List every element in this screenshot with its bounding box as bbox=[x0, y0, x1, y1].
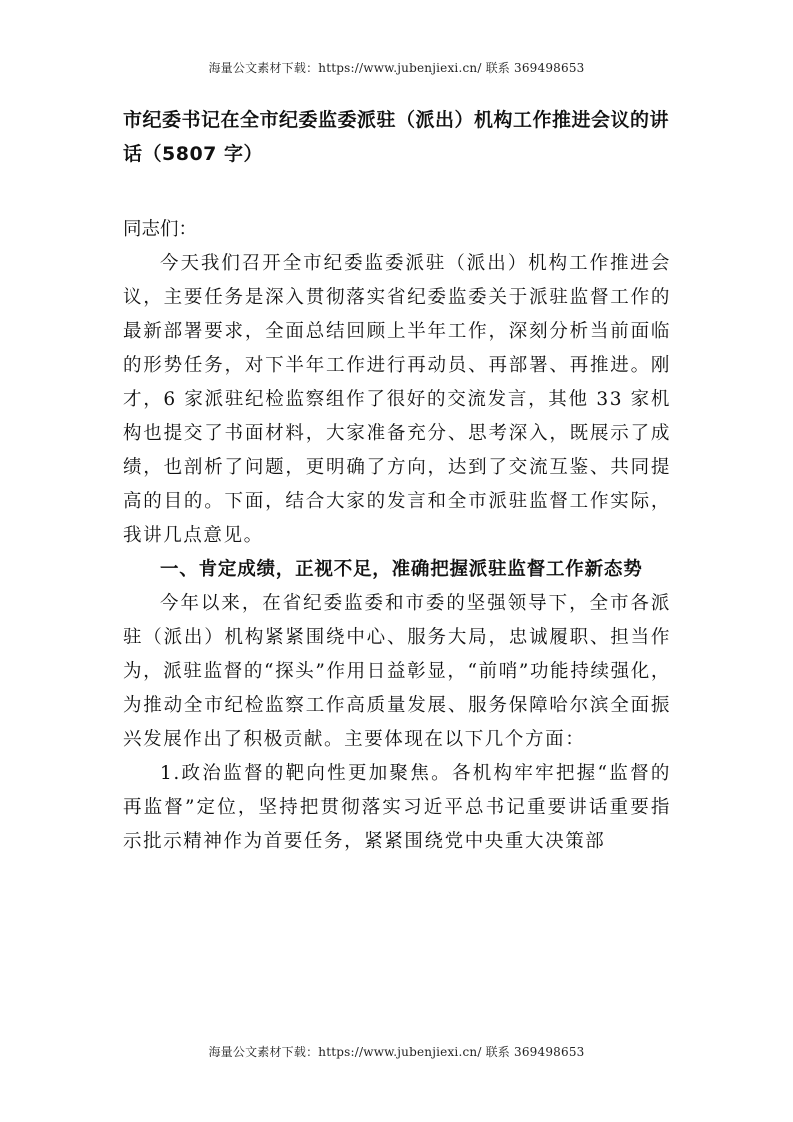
page-footer: 海量公文素材下载：https://www.jubenjiexi.cn/ 联系 369498653 bbox=[208, 1045, 585, 1059]
document-body bbox=[123, 103, 671, 859]
section-heading-1: 一、肯定成绩，正视不足，准确把握派驻监督工作新态势 bbox=[160, 559, 643, 580]
section-paragraph: 1.政治监督的靶向性更加聚焦。各机构牢牢把握“监督的再监督”定位，坚持把贯彻落实习近平总书记重要讲话重要指示批示精神作为首要任务，紧紧围绕党中央重大决策部 bbox=[123, 763, 671, 852]
document-title: 市纪委书记在全市纪委监委派驻（派出）机构工作推进会议的讲话（5807 字） bbox=[123, 109, 670, 165]
page-header: 海量公文素材下载：https://www.jubenjiexi.cn/ 联系 369498653 bbox=[208, 61, 585, 75]
section-paragraph: 今年以来，在省纪委监委和市委的坚强领导下，全市各派驻（派出）机构紧紧围绕中心、服务大局，忠诚履职、担当作为，派驻监督的“探头”作用日益彰显，“前哨”功能持续强化，为推动全市纪检监察工作高质量发展、服务保障哈尔滨全面振兴发展作出了积极贡献。主要体现在以下几个方面： bbox=[123, 593, 671, 750]
salutation: 同志们： bbox=[123, 219, 198, 240]
opening-paragraph: 今天我们召开全市纪委监委派驻（派出）机构工作推进会议，主要任务是深入贯彻落实省纪委监委关于派驻监督工作的最新部署要求，全面总结回顾上半年工作，深刻分析当前面临的形势任务，对下半年工作进行再动员、再部署、再推进。刚才，6 家派驻纪检监察组作了很好的交流发言，其他 33 家机构也提交了书面材料，大家准备充分、思考深入，既展示了成绩，也剖析了问题，更明确了方向，达到了交流互鉴、共同提高的目的。下面，结合大家的发言和全市派驻监督工作实际，我讲几点意见。 bbox=[123, 253, 671, 546]
